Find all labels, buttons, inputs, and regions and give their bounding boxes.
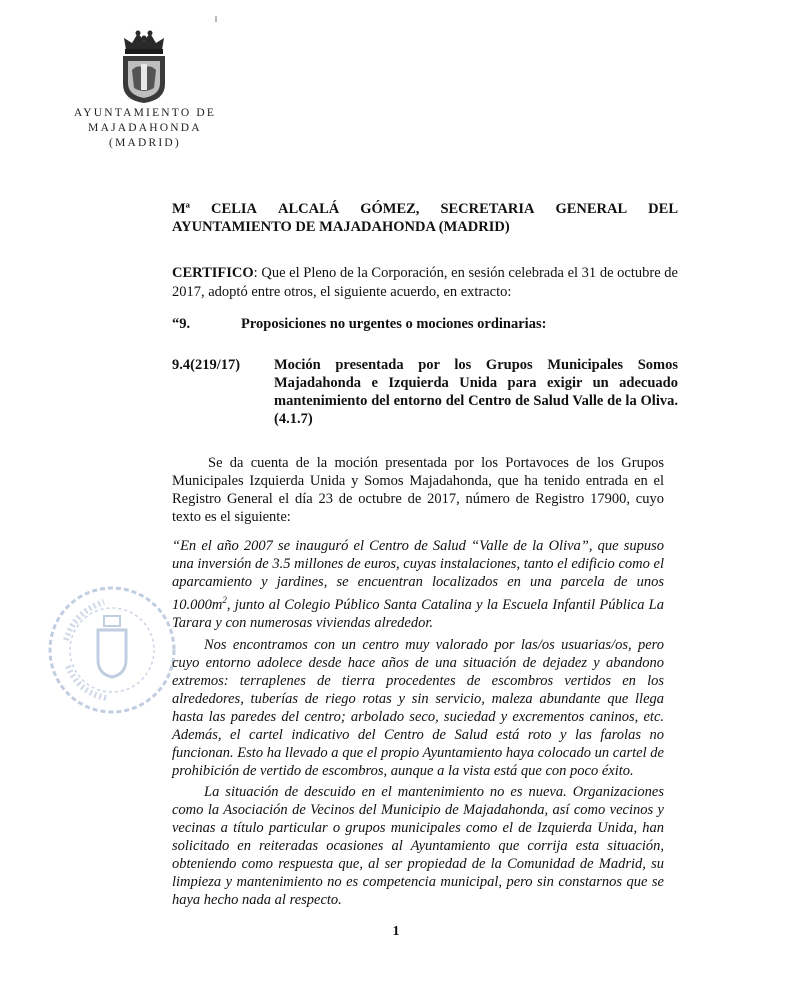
heading-line-2: AYUNTAMIENTO DE MAJADAHONDA (MADRID) xyxy=(172,219,510,235)
org-line-2: MAJADAHONDA xyxy=(88,122,202,134)
quote-paragraph-1 xyxy=(172,537,664,632)
document-heading xyxy=(172,200,678,236)
heading-word: DEL xyxy=(648,201,678,217)
quote-p1-text-a: “En el año 2007 se inauguró el Centro de Salud “Valle de la Oliva”, que supuso una inversión de 3.5 millones de euros, cuyas instalaciones, tanto el edificio como el aparcamiento y jardines, se encuentran localizados en una parcela de unos 10.000m xyxy=(172,538,664,613)
org-line-1: AYUNTAMIENTO DE xyxy=(73,107,217,119)
quote-paragraph-2 xyxy=(172,636,664,780)
quote-p2-text: Nos encontramos con un centro muy valorado por las/os usuarias/os, pero cuyo entorno adolece desde hace años de una situación de dejadez y abandono extremos: terraplenes de tierra procedentes de escombros vertidos en los alrededores, tuberías de riego rotas y sin servicio, maleza abundante que llega hasta las paredes del centro; arbolado seco, suciedad y excrementos caninos, etc. Además, el cartel indicativo del Centro de Salud está roto y las farolas no funcionan. Esto ha llevado a que el propio Ayuntamiento haya colocado un cartel de prohibición de vertido de escombros, aunque a la vista está que con poco éxito. xyxy=(172,637,664,779)
coat-of-arms-icon xyxy=(118,28,170,104)
heading-word: Mª xyxy=(172,201,191,217)
heading-line-1 xyxy=(172,200,678,218)
section-number: “9. xyxy=(172,316,191,332)
quote-p1-superscript: 2 xyxy=(222,595,227,605)
certifico-label: CERTIFICO xyxy=(172,265,254,281)
heading-word: GENERAL xyxy=(555,201,628,217)
organization-name xyxy=(70,106,220,151)
page-number: 1 xyxy=(392,924,400,939)
certification-paragraph xyxy=(172,264,678,302)
intro-text: Se da cuenta de la moción presentada por los Portavoces de los Grupos Municipales Izquierda Unida y Somos Majadahonda, que ha tenido entrada en el Registro General el día 23 de octubre de 2017, número de Registro 17900, cuyo texto es el siguiente: xyxy=(172,455,664,525)
section-title: Proposiciones no urgentes o mociones ordinarias: xyxy=(241,316,547,332)
quote-paragraph-3 xyxy=(172,783,664,909)
org-line-3: (MADRID) xyxy=(109,137,181,149)
motion-number: 9.4(219/17) xyxy=(172,357,241,373)
heading-word: SECRETARIA xyxy=(440,201,535,217)
heading-word: GÓMEZ, xyxy=(360,201,420,217)
quote-p1-text-b: , junto al Colegio Público Santa Catalina y la Escuela Infantil Pública La Tarara y con numerosas viviendas alrededor. xyxy=(172,596,664,631)
heading-word: CELIA xyxy=(211,201,257,217)
certifico-text: : Que el Pleno de la Corporación, en sesión celebrada el 31 de octubre de 2017, adoptó entre otros, el siguiente acuerdo, en extracto: xyxy=(172,265,678,300)
official-seal-stamp xyxy=(44,582,180,718)
heading-word: ALCALÁ xyxy=(277,201,340,217)
intro-paragraph xyxy=(172,454,664,526)
scan-mark xyxy=(215,16,217,22)
motion-title: Moción presentada por los Grupos Municipales Somos Majadahonda e Izquierda Unida para exigir un adecuado mantenimiento del entorno del Centro de Salud Valle de la Oliva. (4.1.7) xyxy=(274,357,678,427)
quote-p3-text: La situación de descuido en el mantenimiento no es nueva. Organizaciones como la Asociación de Vecinos del Municipio de Majadahonda, así como vecinos y vecinas a título particular o grupos municipales como el de Izquierda Unida, han solicitado en reiteradas ocasiones al Ayuntamiento que corrija esta situación, obteniendo como respuesta que, al ser propiedad de la Comunidad de Madrid, su limpieza y mantenimiento no es competencia municipal, pero sin constarnos que se haya hecho nada al respecto. xyxy=(172,784,664,908)
